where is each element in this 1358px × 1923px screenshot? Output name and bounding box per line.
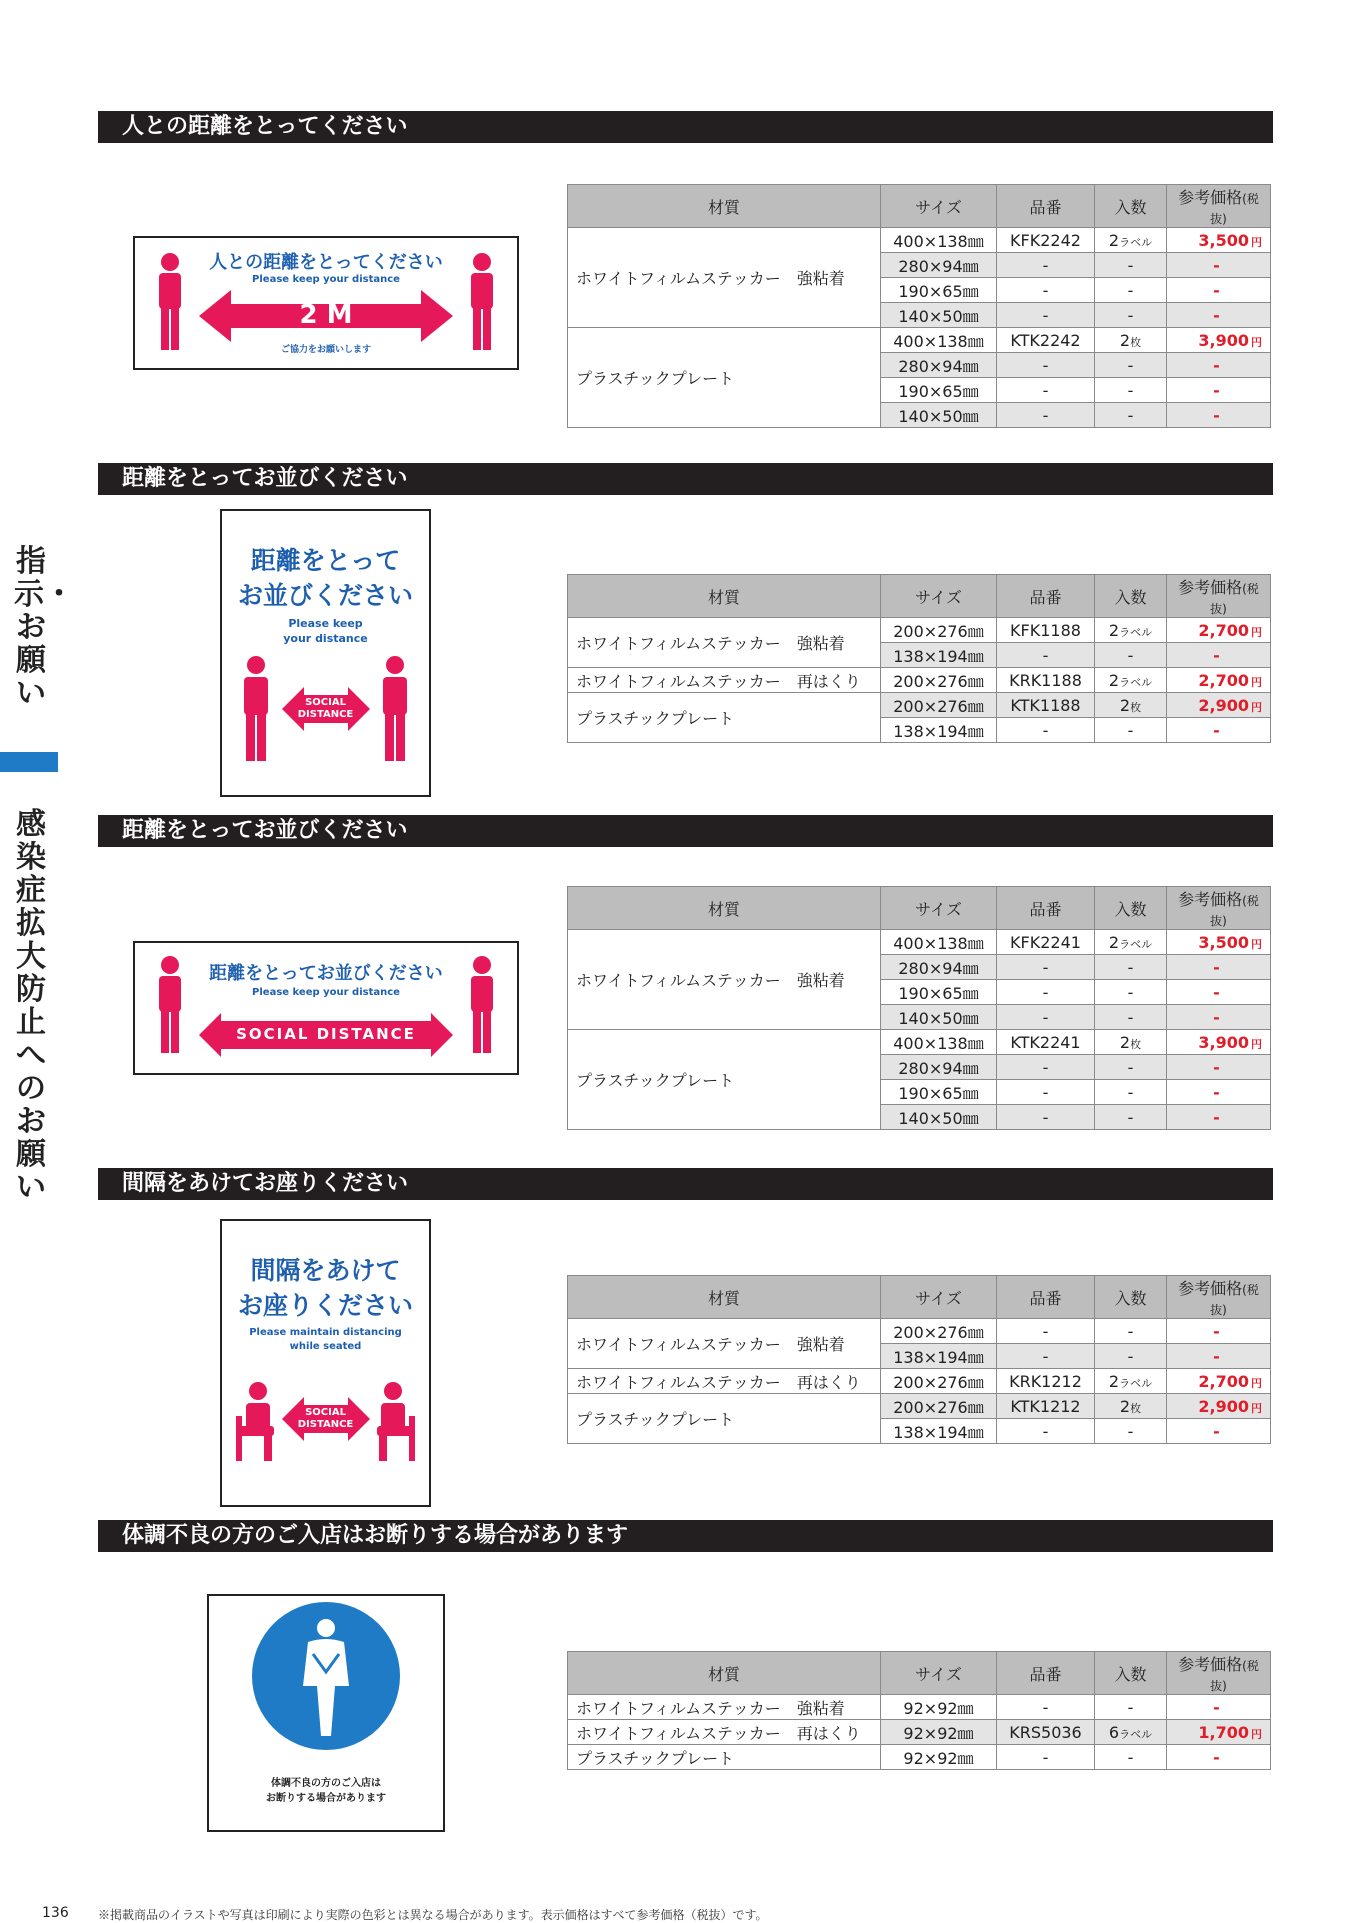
cell-qty: 6ラベル <box>1095 1720 1167 1745</box>
cell-qty: - <box>1095 955 1167 980</box>
header-material: 材質 <box>568 185 881 228</box>
cell-price: - <box>1167 253 1271 278</box>
cell-code: - <box>997 1695 1095 1720</box>
cell-price: 2,700 円 <box>1167 668 1271 693</box>
table-row <box>568 668 1271 693</box>
cell-code: - <box>997 1105 1095 1130</box>
cell-material: ホワイトフィルムステッカー 再はくり <box>568 1720 881 1745</box>
cell-code: - <box>997 253 1095 278</box>
section-title-2: 距離をとってお並びください <box>98 463 1273 495</box>
cell-price: 2,700 円 <box>1167 1369 1271 1394</box>
cell-price-yen: 円 <box>1251 1376 1262 1390</box>
side-label-upper: 指示・お願い <box>14 544 74 711</box>
cell-price: - <box>1167 955 1271 980</box>
cell-code: KFK1188 <box>997 618 1095 643</box>
sign-1-footer: ご協力をお願いします <box>280 345 371 355</box>
cell-code: KFK2241 <box>997 930 1095 955</box>
section-title-5: 体調不良の方のご入店はお断りする場合があります <box>98 1520 1273 1552</box>
cell-price: - <box>1167 303 1271 328</box>
sign-5-line2: お断りする場合があります <box>266 1793 386 1804</box>
cell-price: 1,700 円 <box>1167 1720 1271 1745</box>
section-title-3: 距離をとってお並びください <box>98 815 1273 847</box>
product-sign-2 <box>220 509 431 797</box>
spec-table-2 <box>567 574 1271 743</box>
table-row <box>568 930 1271 955</box>
header-material: 材質 <box>568 1652 881 1695</box>
table-row <box>568 1030 1271 1055</box>
header-material: 材質 <box>568 575 881 618</box>
table-row <box>568 328 1271 353</box>
sign-2-arrow-text1: SOCIAL <box>305 697 346 708</box>
sign-1-distance: 2 M <box>299 300 353 330</box>
cell-price: - <box>1167 980 1271 1005</box>
cell-size: 400×138㎜ <box>881 1030 997 1055</box>
cell-qty: - <box>1095 1080 1167 1105</box>
spec-table-1 <box>567 184 1271 428</box>
cell-material: ホワイトフィルムステッカー 強粘着 <box>568 228 881 328</box>
cell-price: - <box>1167 1055 1271 1080</box>
cell-qty: - <box>1095 1319 1167 1344</box>
cell-price: - <box>1167 1319 1271 1344</box>
cell-price: 3,900 円 <box>1167 1030 1271 1055</box>
cell-size: 190×65㎜ <box>881 980 997 1005</box>
header-code: 品番 <box>997 887 1095 930</box>
cell-size: 400×138㎜ <box>881 228 997 253</box>
cell-code: KTK2242 <box>997 328 1095 353</box>
cell-code: KFK2242 <box>997 228 1095 253</box>
cell-price-yen: 円 <box>1251 700 1262 714</box>
cell-size: 138×194㎜ <box>881 1344 997 1369</box>
header-price: 参考価格(税抜) <box>1167 185 1271 228</box>
cell-code: KRK1188 <box>997 668 1095 693</box>
sign-1-title: 人との距離をとってください <box>209 252 443 273</box>
cell-size: 200×276㎜ <box>881 668 997 693</box>
cell-price-yen: 円 <box>1251 1727 1262 1741</box>
header-code: 品番 <box>997 1652 1095 1695</box>
cell-size: 190×65㎜ <box>881 278 997 303</box>
cell-material: プラスチックプレート <box>568 1030 881 1130</box>
cell-code: - <box>997 403 1095 428</box>
cell-price: - <box>1167 1745 1271 1770</box>
cell-qty-unit: ラベル <box>1119 1376 1153 1390</box>
cell-price: 3,500 円 <box>1167 930 1271 955</box>
cell-code: - <box>997 353 1095 378</box>
section-title-1: 人との距離をとってください <box>98 111 1273 143</box>
cell-code: KTK1212 <box>997 1394 1095 1419</box>
sign-1-sub: Please keep your distance <box>252 274 400 285</box>
cell-price: - <box>1167 1005 1271 1030</box>
sign-4-line2: お座りください <box>237 1291 413 1320</box>
header-size: サイズ <box>881 575 997 618</box>
cell-code: - <box>997 1745 1095 1770</box>
cell-size: 140×50㎜ <box>881 403 997 428</box>
cell-code: - <box>997 1344 1095 1369</box>
cell-size: 138×194㎜ <box>881 718 997 743</box>
cell-material: ホワイトフィルムステッカー 強粘着 <box>568 1319 881 1369</box>
header-price: 参考価格(税抜) <box>1167 1276 1271 1319</box>
cell-size: 280×94㎜ <box>881 353 997 378</box>
cell-size: 190×65㎜ <box>881 378 997 403</box>
table-row <box>568 1720 1271 1745</box>
header-price-note: (税抜) <box>1210 192 1259 226</box>
cell-price: 2,900 円 <box>1167 1394 1271 1419</box>
header-price-note: (税抜) <box>1210 1659 1259 1693</box>
cell-material: プラスチックプレート <box>568 1394 881 1444</box>
side-label-lower: 感染症拡大防止へのお願い <box>16 807 46 1205</box>
table-header-row <box>568 1652 1271 1695</box>
sign-2-line2: お並びください <box>237 581 413 610</box>
cell-qty: - <box>1095 403 1167 428</box>
spec-table-3 <box>567 886 1271 1130</box>
cell-size: 200×276㎜ <box>881 618 997 643</box>
header-price-note: (税抜) <box>1210 894 1259 928</box>
sign-4-line1: 間隔をあけて <box>250 1256 401 1285</box>
header-price-note: (税抜) <box>1210 1283 1259 1317</box>
cell-qty: - <box>1095 980 1167 1005</box>
cell-qty-unit: ラベル <box>1119 1727 1153 1741</box>
sign-4-arrow-text2: DISTANCE <box>297 1419 354 1430</box>
sign-4-arrow-text1: SOCIAL <box>305 1407 346 1418</box>
cell-size: 140×50㎜ <box>881 303 997 328</box>
cell-price: - <box>1167 1419 1271 1444</box>
header-qty: 入数 <box>1095 185 1167 228</box>
cell-qty-unit: 枚 <box>1130 335 1142 349</box>
header-size: サイズ <box>881 887 997 930</box>
cell-qty: 2枚 <box>1095 1030 1167 1055</box>
cell-code: - <box>997 278 1095 303</box>
cell-qty: - <box>1095 253 1167 278</box>
sign-2-sub1: Please keep <box>288 617 363 630</box>
cell-size: 200×276㎜ <box>881 1394 997 1419</box>
header-material: 材質 <box>568 1276 881 1319</box>
cell-code: - <box>997 378 1095 403</box>
cell-size: 400×138㎜ <box>881 328 997 353</box>
cell-material: ホワイトフィルムステッカー 再はくり <box>568 1369 881 1394</box>
cell-price-yen: 円 <box>1251 675 1262 689</box>
section-title-4: 間隔をあけてお座りください <box>98 1168 1273 1200</box>
cell-code: KTK1188 <box>997 693 1095 718</box>
sign-2-sub2: your distance <box>283 632 368 645</box>
cell-qty: 2ラベル <box>1095 618 1167 643</box>
cell-code: KTK2241 <box>997 1030 1095 1055</box>
cell-qty: 2枚 <box>1095 1394 1167 1419</box>
cell-qty: - <box>1095 1344 1167 1369</box>
cell-size: 200×276㎜ <box>881 1369 997 1394</box>
cell-code: - <box>997 1319 1095 1344</box>
side-accent-bar <box>0 752 58 772</box>
product-sign-5 <box>207 1594 445 1832</box>
header-price: 参考価格(税抜) <box>1167 1652 1271 1695</box>
table-row <box>568 1319 1271 1344</box>
cell-price: 2,700 円 <box>1167 618 1271 643</box>
cell-size: 92×92㎜ <box>881 1720 997 1745</box>
cell-qty: 2枚 <box>1095 328 1167 353</box>
header-price: 参考価格(税抜) <box>1167 575 1271 618</box>
cell-size: 140×50㎜ <box>881 1005 997 1030</box>
cell-price: - <box>1167 643 1271 668</box>
cell-code: - <box>997 643 1095 668</box>
sign-3-arrow-text: SOCIAL DISTANCE <box>236 1025 416 1043</box>
cell-price: - <box>1167 718 1271 743</box>
header-qty: 入数 <box>1095 1652 1167 1695</box>
cell-qty: - <box>1095 1695 1167 1720</box>
cell-qty: - <box>1095 718 1167 743</box>
cell-size: 190×65㎜ <box>881 1080 997 1105</box>
cell-price: - <box>1167 403 1271 428</box>
cell-size: 200×276㎜ <box>881 693 997 718</box>
header-qty: 入数 <box>1095 887 1167 930</box>
footer-note: ※掲載商品のイラストや写真は印刷により実際の色彩とは異なる場合があります。表示価格はすべて参考価格（税抜）です。 <box>98 1908 768 1922</box>
cell-code: - <box>997 955 1095 980</box>
product-sign-1 <box>133 236 519 370</box>
cell-material: プラスチックプレート <box>568 328 881 428</box>
table-row <box>568 618 1271 643</box>
cell-price: 2,900 円 <box>1167 693 1271 718</box>
header-code: 品番 <box>997 185 1095 228</box>
header-size: サイズ <box>881 1652 997 1695</box>
table-row <box>568 1369 1271 1394</box>
cell-qty: - <box>1095 353 1167 378</box>
cell-code: KRK1212 <box>997 1369 1095 1394</box>
cell-qty: - <box>1095 643 1167 668</box>
cell-qty-unit: ラベル <box>1119 937 1153 951</box>
cell-size: 400×138㎜ <box>881 930 997 955</box>
sign-5-line1: 体調不良の方のご入店は <box>271 1778 381 1789</box>
cell-code: - <box>997 1055 1095 1080</box>
cell-size: 138×194㎜ <box>881 1419 997 1444</box>
header-price: 参考価格(税抜) <box>1167 887 1271 930</box>
cell-material: ホワイトフィルムステッカー 再はくり <box>568 668 881 693</box>
cell-qty-unit: ラベル <box>1119 625 1153 639</box>
cell-qty: - <box>1095 1055 1167 1080</box>
header-size: サイズ <box>881 1276 997 1319</box>
cell-qty: 2枚 <box>1095 693 1167 718</box>
cell-price: - <box>1167 1105 1271 1130</box>
table-header-row <box>568 575 1271 618</box>
cell-qty: - <box>1095 1105 1167 1130</box>
table-row <box>568 693 1271 718</box>
header-qty: 入数 <box>1095 1276 1167 1319</box>
cell-material: ホワイトフィルムステッカー 強粘着 <box>568 1695 881 1720</box>
cell-code: - <box>997 980 1095 1005</box>
product-sign-4 <box>220 1219 431 1507</box>
table-header-row <box>568 1276 1271 1319</box>
cell-material: ホワイトフィルムステッカー 強粘着 <box>568 930 881 1030</box>
sign-3-sub: Please keep your distance <box>252 987 400 998</box>
spec-table-4 <box>567 1275 1271 1444</box>
cell-qty: - <box>1095 1745 1167 1770</box>
table-header-row <box>568 185 1271 228</box>
cell-material: プラスチックプレート <box>568 693 881 743</box>
spec-table-5 <box>567 1651 1271 1770</box>
header-qty: 入数 <box>1095 575 1167 618</box>
cell-code: - <box>997 718 1095 743</box>
table-row <box>568 228 1271 253</box>
sign-3-title: 距離をとってお並びください <box>209 963 443 984</box>
cell-size: 280×94㎜ <box>881 955 997 980</box>
table-header-row <box>568 887 1271 930</box>
cell-qty: - <box>1095 1005 1167 1030</box>
cell-qty: 2ラベル <box>1095 1369 1167 1394</box>
cell-code: - <box>997 1419 1095 1444</box>
cell-size: 138×194㎜ <box>881 643 997 668</box>
cell-qty: 2ラベル <box>1095 668 1167 693</box>
cell-size: 280×94㎜ <box>881 1055 997 1080</box>
cell-price: 3,500 円 <box>1167 228 1271 253</box>
header-price-note: (税抜) <box>1210 582 1259 616</box>
cell-code: - <box>997 1005 1095 1030</box>
sign-2-arrow-text2: DISTANCE <box>297 709 354 720</box>
cell-code: - <box>997 303 1095 328</box>
cell-qty: 2ラベル <box>1095 228 1167 253</box>
cell-qty-unit: ラベル <box>1119 675 1153 689</box>
cell-price-yen: 円 <box>1251 1401 1262 1415</box>
table-row <box>568 1745 1271 1770</box>
cell-size: 280×94㎜ <box>881 253 997 278</box>
cell-price-yen: 円 <box>1251 235 1262 249</box>
page-number: 136 <box>42 1905 69 1921</box>
cell-qty: 2ラベル <box>1095 930 1167 955</box>
cell-size: 92×92㎜ <box>881 1745 997 1770</box>
cell-qty-unit: 枚 <box>1130 700 1142 714</box>
sign-4-sub1: Please maintain distancing <box>249 1327 402 1338</box>
cell-price-yen: 円 <box>1251 625 1262 639</box>
cell-price: - <box>1167 1695 1271 1720</box>
cell-price: - <box>1167 353 1271 378</box>
cell-price-yen: 円 <box>1251 1037 1262 1051</box>
cell-code: KRS5036 <box>997 1720 1095 1745</box>
cell-size: 140×50㎜ <box>881 1105 997 1130</box>
sign-2-line1: 距離をとって <box>250 546 401 575</box>
cell-qty-unit: 枚 <box>1130 1037 1142 1051</box>
cell-price: - <box>1167 378 1271 403</box>
product-sign-3 <box>133 941 519 1075</box>
cell-qty: - <box>1095 303 1167 328</box>
cell-qty: - <box>1095 378 1167 403</box>
cell-price-yen: 円 <box>1251 937 1262 951</box>
cell-price-yen: 円 <box>1251 335 1262 349</box>
cell-price: 3,900 円 <box>1167 328 1271 353</box>
cell-qty-unit: 枚 <box>1130 1401 1142 1415</box>
header-material: 材質 <box>568 887 881 930</box>
cell-price: - <box>1167 1080 1271 1105</box>
cell-qty: - <box>1095 278 1167 303</box>
cell-material: プラスチックプレート <box>568 1745 881 1770</box>
header-size: サイズ <box>881 185 997 228</box>
cell-size: 200×276㎜ <box>881 1319 997 1344</box>
cell-material: ホワイトフィルムステッカー 強粘着 <box>568 618 881 668</box>
cell-qty: - <box>1095 1419 1167 1444</box>
header-code: 品番 <box>997 575 1095 618</box>
cell-size: 92×92㎜ <box>881 1695 997 1720</box>
cell-qty-unit: ラベル <box>1119 235 1153 249</box>
cell-price: - <box>1167 278 1271 303</box>
sign-4-sub2: while seated <box>289 1341 362 1352</box>
header-code: 品番 <box>997 1276 1095 1319</box>
table-row <box>568 1695 1271 1720</box>
cell-price: - <box>1167 1344 1271 1369</box>
table-row <box>568 1394 1271 1419</box>
cell-code: - <box>997 1080 1095 1105</box>
